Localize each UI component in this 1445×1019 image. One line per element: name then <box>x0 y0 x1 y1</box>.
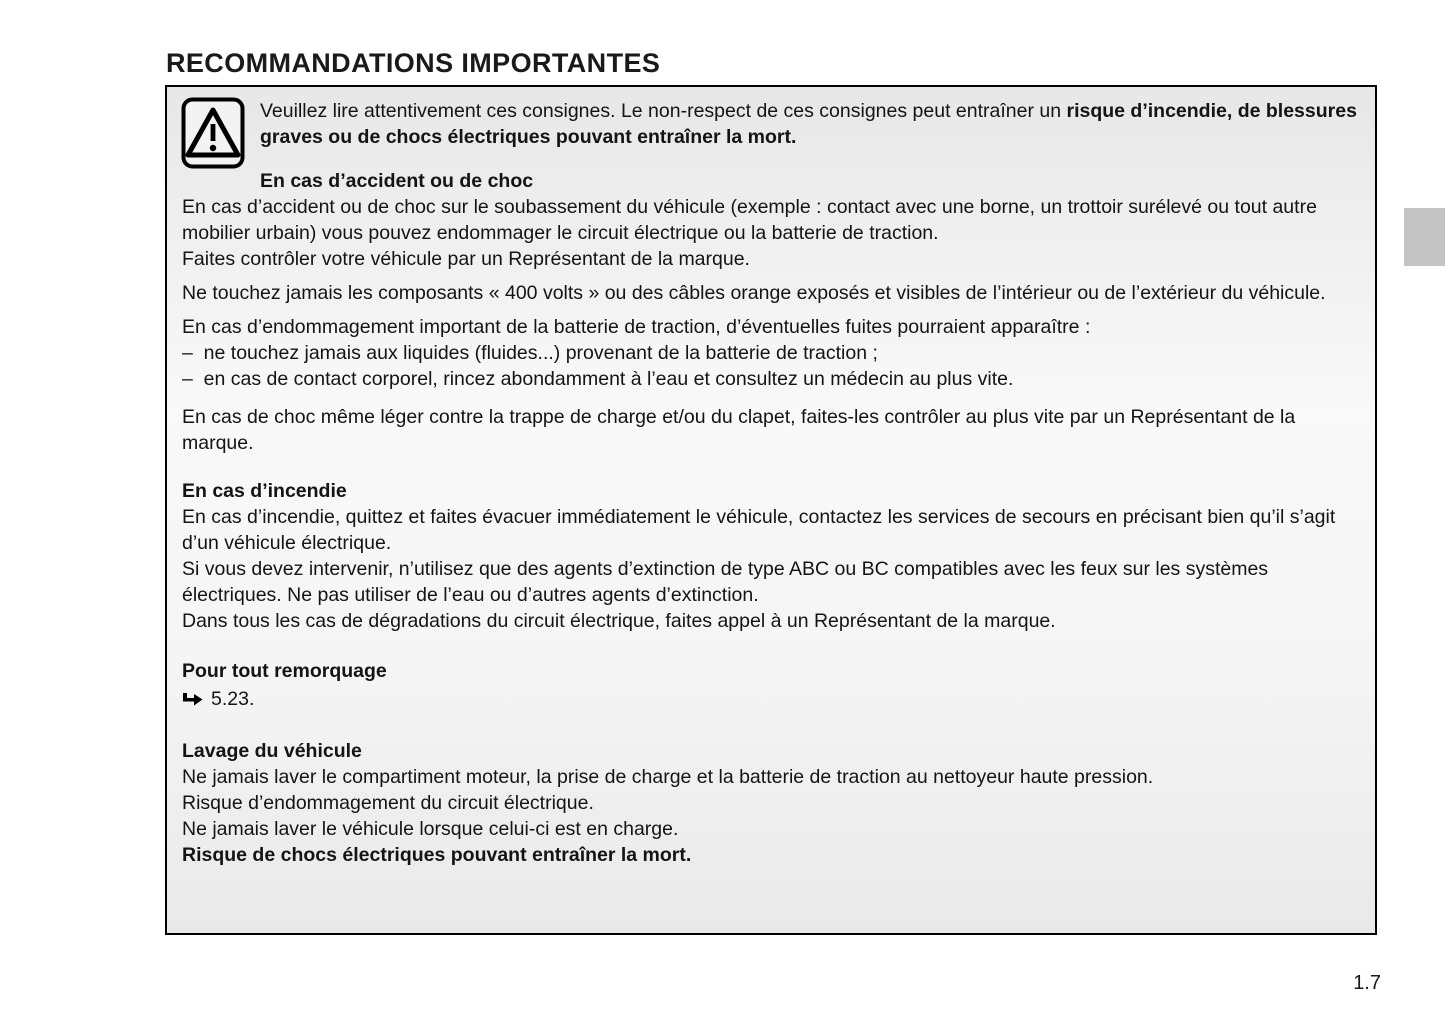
intro-text <box>260 98 1360 150</box>
arrow-right-hook-icon <box>182 692 203 707</box>
warning-triangle-icon <box>181 97 245 169</box>
page-title: RECOMMANDATIONS IMPORTANTES <box>166 48 661 79</box>
paragraph-washing-1: Ne jamais laver le compartiment moteur, la prise de charge et la batterie de traction au nettoyeur haute pression. <box>182 766 1154 788</box>
paragraph-fire-3: Dans tous les cas de dégradations du circuit électrique, faites appel à un Représentant de la marque. <box>182 610 1056 632</box>
paragraph-washing-warning: Risque de chocs électriques pouvant entraîner la mort. <box>182 844 692 866</box>
paragraph-400-volts: Ne touchez jamais les composants « 400 volts » ou des câbles orange exposés et visibles de l’intérieur ou de l’extérieur du véhicule. <box>182 282 1326 304</box>
heading-accident: En cas d’accident ou de choc <box>260 170 534 192</box>
paragraph-washing-2: Risque d’endommagement du circuit électrique. <box>182 792 594 814</box>
paragraph-fire-2: Si vous devez intervenir, n’utilisez que des agents d’extinction de type ABC ou BC compatibles avec les feux sur les systèmes électriques. Ne pas utiliser de l’eau ou d’autres agents d’extinction. <box>182 558 1269 606</box>
heading-washing: Lavage du véhicule <box>182 740 362 762</box>
intro-text-bold: risque d’incendie, de blessures graves ou de chocs électriques pouvant entraîner la mort. <box>260 100 1357 148</box>
section-tab <box>1404 208 1445 266</box>
paragraph-fire-1: En cas d’incendie, quittez et faites évacuer immédiatement le véhicule, contactez les services de secours en précisant bien qu’il s’agit d’un véhicule électrique. <box>182 506 1336 554</box>
list-item-contact: – en cas de contact corporel, rincez abondamment à l’eau et consultez un médecin au plus vite. <box>182 368 1014 390</box>
cross-reference <box>182 686 1360 712</box>
paragraph-accident-2: Faites contrôler votre véhicule par un Représentant de la marque. <box>182 248 750 270</box>
cross-reference-text: 5.23. <box>211 688 255 710</box>
list-item-fluids: – ne touchez jamais aux liquides (fluides...) provenant de la batterie de traction ; <box>182 342 878 364</box>
warning-box <box>165 85 1377 935</box>
heading-towing: Pour tout remorquage <box>182 660 387 682</box>
paragraph-accident-1: En cas d’accident ou de choc sur le soubassement du véhicule (exemple : contact avec une borne, un trottoir surélevé ou tout autre mobilier urbain) vous pouvez endommager le circuit électrique ou la batterie de traction. <box>182 196 1317 244</box>
paragraph-washing-3: Ne jamais laver le véhicule lorsque celui-ci est en charge. <box>182 818 679 840</box>
paragraph-battery-damage: En cas d’endommagement important de la batterie de traction, d’éventuelles fuites pourraient apparaître : <box>182 316 1091 338</box>
page-number: 1.7 <box>1353 972 1381 994</box>
intro-text-normal: Veuillez lire attentivement ces consignes. Le non-respect de ces consignes peut entraîner un <box>260 100 1067 122</box>
heading-fire: En cas d’incendie <box>182 480 347 502</box>
paragraph-charge-flap: En cas de choc même léger contre la trappe de charge et/ou du clapet, faites-les contrôler au plus vite par un Représentant de la marque. <box>182 406 1296 454</box>
